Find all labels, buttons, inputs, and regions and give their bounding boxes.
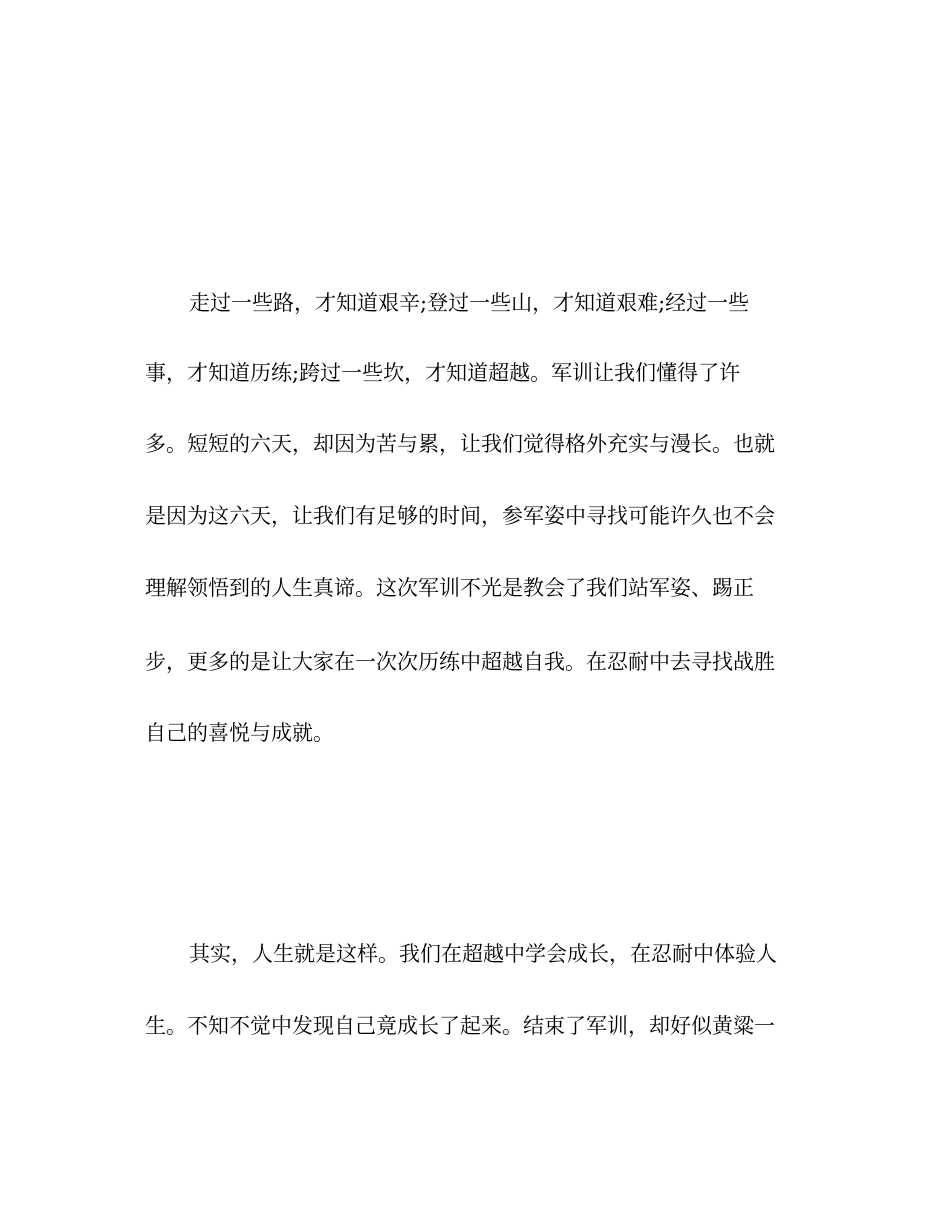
paragraph-line: 多。短短的六天，却因为苦与累，让我们觉得格外充实与漫长。也就 — [145, 432, 775, 456]
paragraph-line: 自己的喜悦与成就。 — [145, 721, 334, 745]
paragraph-line: 是因为这六天，让我们有足够的时间，参军姿中寻找可能许久也不会 — [145, 504, 775, 528]
paragraph-line: 理解领悟到的人生真谛。这次军训不光是教会了我们站军姿、踢正 — [145, 576, 754, 600]
paragraph-line: 生。不知不觉中发现自己竟成长了起来。结束了军训，却好似黄粱一 — [145, 1014, 775, 1038]
paragraph-line: 事，才知道历练;跨过一些坎，才知道超越。军训让我们懂得了许 — [145, 361, 741, 385]
paragraph-line: 走过一些路，才知道艰辛;登过一些山，才知道艰难;经过一些 — [189, 291, 750, 315]
paragraph-line: 步，更多的是让大家在一次次历练中超越自我。在忍耐中去寻找战胜 — [145, 650, 775, 674]
paragraph-line: 其实，人生就是这样。我们在超越中学会成长，在忍耐中体验人 — [189, 942, 777, 966]
